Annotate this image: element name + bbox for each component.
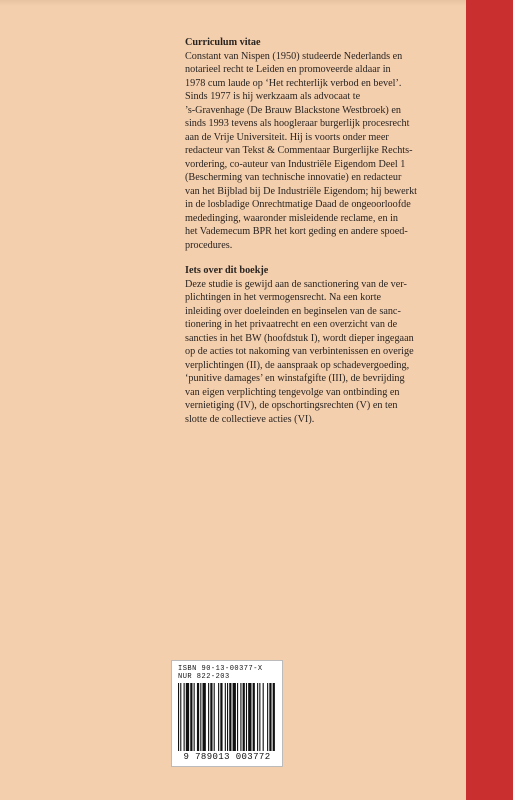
- back-cover-text: [185, 36, 433, 426]
- barcode-bar: [269, 683, 271, 751]
- barcode-bar: [203, 683, 206, 751]
- barcode-bar: [243, 683, 245, 751]
- barcode-bar: [186, 683, 189, 751]
- about-body: Deze studie is gewijd aan de sanctionering van de ver- plichtingen in het vermogensrecht. Na een korte inleiding over doeleinden en beginselen van de sanc- tionering in het privaatrecht en een overzicht van de sancties in het BW (hoofdstuk I), wordt dieper ingegaan op de acties tot nakoming van verbintenissen en overige verplichtingen (II), de aanspraak op schadevergoeding, ‘punitive damages’ en winstafgifte (III), de bevrijding van eigen verplichting tengevolge van ontbinding en vernietiging (IV), de opschortingsrechten (V) en ten slotte de collectieve acties (VI).: [185, 278, 414, 425]
- barcode-bar: [227, 683, 228, 751]
- barcode-bar: [259, 683, 260, 751]
- ean-number: 9 789013 003772: [183, 752, 271, 762]
- barcode-bar: [253, 683, 255, 751]
- barcode-bar: [273, 683, 275, 751]
- barcode-bar: [257, 683, 258, 751]
- barcode-bar: [190, 683, 192, 751]
- barcode-bar: [225, 683, 226, 751]
- cv-title: Curriculum vitae: [185, 37, 261, 48]
- barcode-bar: [214, 683, 215, 751]
- cv-body: Constant van Nispen (1950) studeerde Nederlands en notarieel recht te Leiden en promoveerde aldaar in 1978 cum laude op ‘Het rechterlijk verbod en bevel’. Sinds 1977 is hij werkzaam als advocaat te ’s-Gravenhage (De Brauw Blackstone Westbroek) en sinds 1993 tevens als hoogleraar burgerlijk procesrecht aan de Vrije Universiteit. Hij is voorts onder meer redacteur van Tekst & Commentaar Burgerlijke Rechts- vordering, co-auteur van Industriële Eigendom Deel 1 (Bescherming van technische innovatie) en redacteur van het Bijblad bij De Industriële Eigendom; hij bewerkt in de losbladige Onrechtmatige Daad de ongeoorloofde mededinging, waaronder misleidende reclame, en in het Vademecum BPR het kort geding en andere spoed- procedures.: [185, 50, 417, 251]
- about-title: Iets over dit boekje: [185, 265, 269, 276]
- barcode-bar: [200, 683, 201, 751]
- barcode-bar: [178, 683, 179, 751]
- barcode-bar: [210, 683, 212, 751]
- barcode-bar: [248, 683, 251, 751]
- barcode-bar: [233, 683, 236, 751]
- barcode-bar: [218, 683, 219, 751]
- barcode-bar: [237, 683, 238, 751]
- barcode-bar: [220, 683, 222, 751]
- barcode-bar: [180, 683, 181, 751]
- barcode-bar: [267, 683, 268, 751]
- barcode-bar: [208, 683, 209, 751]
- barcode-bar: [184, 683, 185, 751]
- barcode-bar: [240, 683, 241, 751]
- barcode-bar: [229, 683, 231, 751]
- top-edge-shadow: [0, 0, 466, 6]
- isbn-text: ISBN 90-13-00377-X: [178, 665, 263, 673]
- red-side-band: [466, 0, 513, 800]
- barcode-bars: [178, 683, 276, 751]
- barcode-bar: [197, 683, 199, 751]
- barcode-bar: [263, 683, 264, 751]
- barcode-bar: [246, 683, 247, 751]
- barcode-label: [171, 660, 283, 767]
- nur-text: NUR 822-203: [178, 673, 230, 681]
- barcode-bar: [194, 683, 195, 751]
